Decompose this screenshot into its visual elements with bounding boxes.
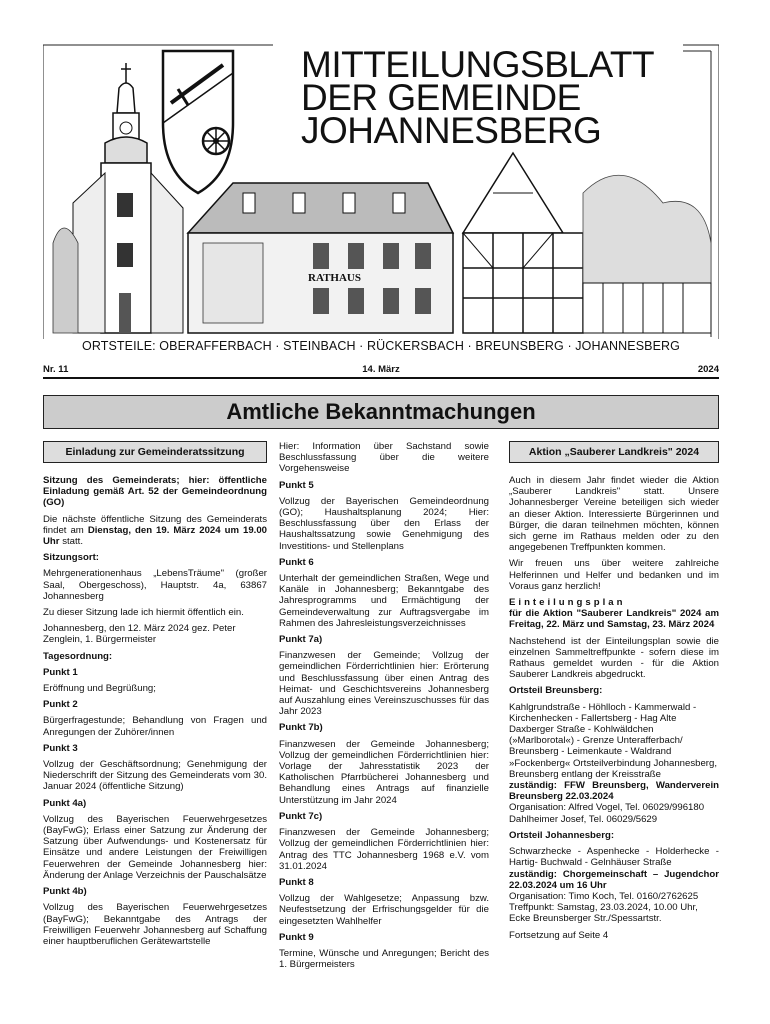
- johannesberg-organisation: Organisation: Timo Koch, Tel. 0160/2762625 Treffpunkt: Samstag, 23.03.2024, 10.00 Uhr, Ecke Breunsberger Str./Spessartstr.: [509, 890, 699, 925]
- punkt-3-heading: Punkt 3: [43, 742, 78, 754]
- punkt-5-text: Vollzug der Bayerischen Gemeindeordnung (GO); Haushaltsplanung 2024; Hier: Beschlussfassung über den Erlass der Haushaltssatzung sowie Genehmigung des Investitions- und Stellenplans: [279, 495, 489, 552]
- punkt-2-heading: Punkt 2: [43, 699, 78, 711]
- punkt-6-text: Unterhalt der gemeindlichen Straßen, Wege und Kanäle in Johannesberg; Bekanntgabe des Jahresprogramms und Ermächtigung der Gemeindeverwaltung zur Auftragsvergabe im Rahmen des Jahresleistungsverzeichnisses: [279, 573, 489, 629]
- breunsberg-route: Kahlgrundstraße - Höhlloch - Kammerwald - Kirchenhecken - Fallertsberg - Hag Alte Daxberger Straße - Kohlwäldchen (»Marlborotal«) - Grenze Unterafferbach/ Breunsberg - Leimenkaute - Waldrand »Fockenberg« Ortsteilverbindung Johannesberg, Breunsberg entlang der Kreisstraße: [509, 701, 717, 780]
- issue-bar: [43, 364, 719, 377]
- johannesberg-route: Schwarzhecke - Aspenhecke - Holderhecke - Hartig- Buchwald - Gelnhäuser Straße: [509, 846, 719, 869]
- einteilungsplan-text: Nachstehend ist der Einteilungsplan sowie die einzelnen Sammeltreffpunkte - sofern diese im Rathaus gemeldet wurden - für die Aktion Sauberer Landkreis abgedruckt.: [509, 635, 719, 681]
- column-2: [279, 441, 489, 975]
- johannesberg-heading: Ortsteil Johannesberg:: [509, 829, 615, 841]
- issue-date: 14. März: [362, 364, 400, 375]
- punkt-7b-text: Finanzwesen der Gemeinde Johannesberg; Vollzug der gemeindlichen Förderrichtlinien hier: Vorlage der Jahresstatistik 2023 der Katholischen Pfarrbücherei Johannesberg und Behandlung eines Antrags auf finanzielle Unterstützung im Jahr 2024: [279, 738, 489, 806]
- punkt-8-heading: Punkt 8: [279, 876, 314, 888]
- masthead: [43, 43, 719, 357]
- punkt-4b-text: Vollzug des Bayerischen Feuerwehrgesetzes (BayFwG); Bekanntgabe des Antrags der Freiwilligen Feuerwehr Johannesberg auf Schaffung einer hauptberuflichen Gerätewartstelle: [43, 902, 267, 947]
- continuation-note: Fortsetzung auf Seite 4: [509, 929, 609, 941]
- issue-rule: [43, 377, 719, 379]
- punkt-9-text: Termine, Wünsche und Anregungen; Bericht des 1. Bürgermeisters: [279, 947, 489, 971]
- aktion-intro: Auch in diesem Jahr findet wieder die Aktion „Sauberer Landkreis" statt. Unsere Johannesberger Vereine beteiligen sich wieder an dieser Aktion. Interessierte Bürgerinnen und Bürger, die daran teilnehmen möchten, können sich gerne im Rathaus melden oder zu den angegebenen Treffpunkten kommen.: [509, 475, 719, 554]
- tagesordnung-heading: Tagesordnung:: [43, 650, 113, 662]
- sitzung-heading: Sitzung des Gemeinderats; hier: öffentliche Einladung gemäß Art. 52 der Gemeindeordnung (GO): [43, 475, 267, 509]
- breunsberg-zustaendig: zuständig: FFW Breunsberg, Wanderverein Breunsberg 22.03.2024: [509, 780, 719, 803]
- breunsberg-heading: Ortsteil Breunsberg:: [509, 685, 603, 697]
- coat-of-arms-icon: [163, 51, 233, 193]
- rathaus-sign: RATHAUS: [308, 272, 361, 284]
- punkt-7b-heading: Punkt 7b): [279, 722, 323, 734]
- punkt-5-heading: Punkt 5: [279, 479, 314, 491]
- box-heading-gemeinderat: Einladung zur Gemeinderatssitzung: [43, 441, 267, 463]
- issue-year: 2024: [697, 364, 719, 375]
- ortsteile-line: ORTSTEILE: OBERAFFERBACH · STEINBACH · RÜCKERSBACH · BREUNSBERG · JOHANNESBERG: [43, 339, 719, 353]
- column-1: [43, 441, 267, 952]
- punkt-7a-heading: Punkt 7a): [279, 634, 323, 646]
- einteilungsplan-heading: Einteilungsplan: [509, 597, 626, 609]
- punkt-4b-heading: Punkt 4b): [43, 886, 87, 898]
- punkt-4b-continued: Hier: Information über Sachstand sowie Beschlussfassung über die weitere Vorgehensweise: [279, 441, 489, 475]
- johannesberg-zustaendig: zuständig: Chorgemeinschaft – Jugendchor 22.03.2024 um 16 Uhr: [509, 868, 719, 891]
- issue-number: Nr. 11: [43, 364, 69, 375]
- punkt-8-text: Vollzug der Wahlgesetze; Anpassung bzw. Neufestsetzung der Erfrischungsgelder für die eingesetzten Wahlhelfer: [279, 893, 489, 927]
- punkt-3-text: Vollzug der Geschäftsordnung; Genehmigung der Niederschrift der Sitzung des Gemeinderats vom 30. Januar 2024 (öffentliche Sitzung): [43, 759, 267, 793]
- punkt-7c-heading: Punkt 7c): [279, 810, 323, 822]
- punkt-4a-text: Vollzug des Bayerischen Feuerwehrgesetzes (BayFwG); Erlass einer Satzung zur Änderung der Satzung über Aufwendungs- und Kostenersatz für Einsätze und andere Leistungen der Freiwilligen Feuerwehren der Gemeinde Johannesberg hier: Änderung der Anlage Verzeichnis der Pauschalsätze: [43, 813, 267, 881]
- box-heading-sauberer-landkreis: Aktion „Sauberer Landkreis" 2024: [509, 441, 719, 463]
- punkt-7c-text: Finanzwesen der Gemeinde Johannesberg; Vollzug der gemeindlichen Förderrichtlinien hier: Antrag des TTC Johannesberg 1968 e.V. vom 31.01.2024: [279, 827, 489, 872]
- punkt-2-text: Bürgerfragestunde; Behandlung von Fragen und Anregungen der Zuhörer/innen: [43, 715, 267, 738]
- punkt-7a-text: Finanzwesen der Gemeinde; Vollzug der gemeindlichen Förderrichtlinien hier: Erörterung und Beschlussfassung über einen Antrag des Heimat- und Geschichtsvereins Johannesberg auf Auszahlung eines Vereinszuschusses für das Jahr 2023: [279, 650, 489, 718]
- einteilungsplan-subheading: für die Aktion "Sauberer Landkreis" 2024 am Freitag, 22. März und Samstag, 23. März 2024: [509, 608, 719, 631]
- breunsberg-organisation: Organisation: Alfred Vogel, Tel. 06029/996180 Dahlheimer Josef, Tel. 06029/5629: [509, 802, 705, 825]
- rathaus-building-icon: [188, 183, 453, 333]
- punkt-4a-heading: Punkt 4a): [43, 797, 87, 809]
- aktion-thanks: Wir freuen uns über weitere zahlreiche Helferinnen und Helfer und bedanken und im Voraus ganz herzlich!: [509, 558, 719, 592]
- punkt-1-text: Eröffnung und Begrüßung;: [43, 683, 156, 695]
- signature: Johannesberg, den 12. März 2024 gez. Peter Zenglein, 1. Bürgermeister: [43, 623, 236, 646]
- half-timbered-house-icon: [463, 153, 711, 333]
- punkt-6-heading: Punkt 6: [279, 556, 314, 568]
- masthead-title-line-2: DER GEMEINDE: [301, 77, 581, 118]
- masthead-title-line-1: MITTEILUNGSBLATT: [301, 44, 655, 85]
- punkt-9-heading: Punkt 9: [279, 931, 314, 943]
- wheel-icon: [203, 128, 229, 154]
- masthead-title-line-3: JOHANNESBERG: [301, 110, 602, 151]
- punkt-1-heading: Punkt 1: [43, 666, 78, 678]
- invitation-text: Zu dieser Sitzung lade ich hiermit öffentlich ein.: [43, 607, 244, 619]
- sitzungsort-text: Mehrgenerationenhaus „LebensTräume" (großer Saal, Obergeschoss), Hauptstr. 4a, 63867 Johannesberg: [43, 568, 267, 602]
- section-banner: Amtliche Bekanntmachungen: [43, 395, 719, 429]
- sitzung-date-paragraph: Die nächste öffentliche Sitzung des Gemeinderats findet am Dienstag, den 19. März 2024 um 19.00 Uhr statt.: [43, 513, 267, 548]
- sitzungsort-heading: Sitzungsort:: [43, 552, 99, 564]
- column-3: [509, 441, 719, 946]
